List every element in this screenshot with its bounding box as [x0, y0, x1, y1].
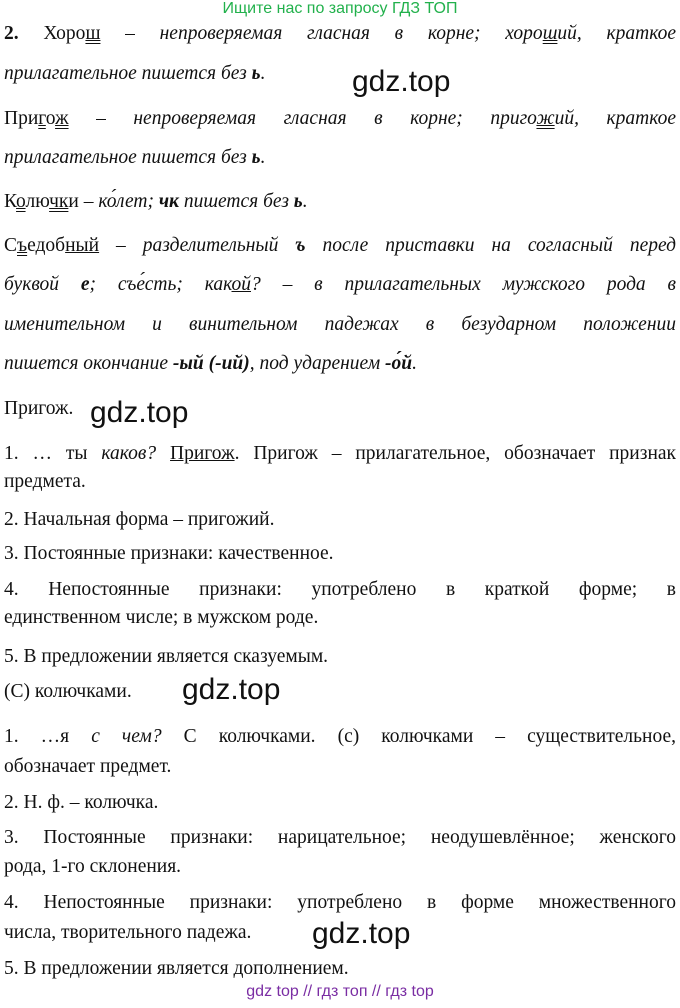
line-1: 2. Хорош – непроверяемая гласная в корне; хороший, краткое: [4, 23, 676, 44]
title-prigozh: Пригож.: [4, 398, 74, 419]
line-4: прилагательное пишется без ь.: [4, 147, 266, 168]
prigozh-1-line1: 1. … ты каков? Пригож. Пригож – прилагательное, обозначает признак: [4, 443, 677, 464]
explanation-2: непроверяемая гласная в корне; пригожий, краткое: [133, 108, 676, 129]
kolyuchki-4-line2: числа, творительного падежа.: [4, 922, 252, 943]
kolyuchki-1-line2: обозначает предмет.: [4, 756, 172, 777]
word-kolyuchki: Колючки: [4, 191, 79, 212]
line-3: Пригож – непроверяемая гласная в корне; пригожий, краткое: [4, 108, 676, 129]
line-5: Колючки – ко́лет; чк пишется без ь.: [4, 191, 308, 212]
explanation-1: непроверяемая гласная в корне; хороший, краткое: [159, 23, 676, 44]
watermark: gdz.top: [182, 673, 281, 706]
line-6: Съедобный – разделительный ъ после приставки на согласный перед: [4, 235, 677, 256]
watermark: gdz.top: [312, 917, 411, 950]
word-prigozh: Пригож: [4, 108, 69, 129]
watermark: gdz.top: [352, 65, 451, 98]
kolyuchki-3-line2: рода, 1-го склонения.: [4, 856, 182, 877]
prigozh-2: 2. Начальная форма – пригожий.: [4, 509, 275, 530]
bottom-banner: gdz top // гдз топ // гдз top: [246, 983, 434, 1000]
line-7: буквой е; съе́сть; какой? – в прилагательных мужского рода в: [4, 274, 676, 295]
prigozh-3: 3. Постоянные признаки: качественное.: [4, 543, 334, 564]
watermark: gdz.top: [90, 396, 189, 429]
line-9: пишется окончание -ый (-ий), под ударением -о́й.: [4, 353, 418, 374]
word-sedobny: Съедобный: [4, 235, 100, 256]
kolyuchki-3-line1: 3. Постоянные признаки: нарицательное; неодушевлённое; женского: [4, 827, 676, 848]
kolyuchki-1-line1: 1. …я с чем? С колючками. (с) колючками – существительное,: [4, 726, 676, 747]
line-8: именительном и винительном падежах в безударном положении: [4, 314, 676, 335]
top-banner: Ищите нас по запросу ГДЗ ТОП: [222, 0, 458, 17]
item-number: 2.: [4, 23, 19, 44]
kolyuchki-5: 5. В предложении является дополнением.: [4, 958, 349, 979]
kolyuchki-4-line1: 4. Непостоянные признаки: употреблено в форме множественного: [4, 892, 676, 913]
prigozh-1-line2: предмета.: [4, 471, 86, 492]
title-kolyuchki: (С) колючками.: [4, 681, 132, 702]
prigozh-4-line1: 4. Непостоянные признаки: употреблено в краткой форме; в: [4, 579, 676, 600]
kolyuchki-2: 2. Н. ф. – колючка.: [4, 792, 159, 813]
prigozh-5: 5. В предложении является сказуемым.: [4, 646, 329, 667]
word-khorosh: Хорош: [43, 23, 101, 44]
prigozh-4-line2: единственном числе; в мужском роде.: [4, 607, 319, 628]
line-2: прилагательное пишется без ь.: [4, 63, 266, 84]
